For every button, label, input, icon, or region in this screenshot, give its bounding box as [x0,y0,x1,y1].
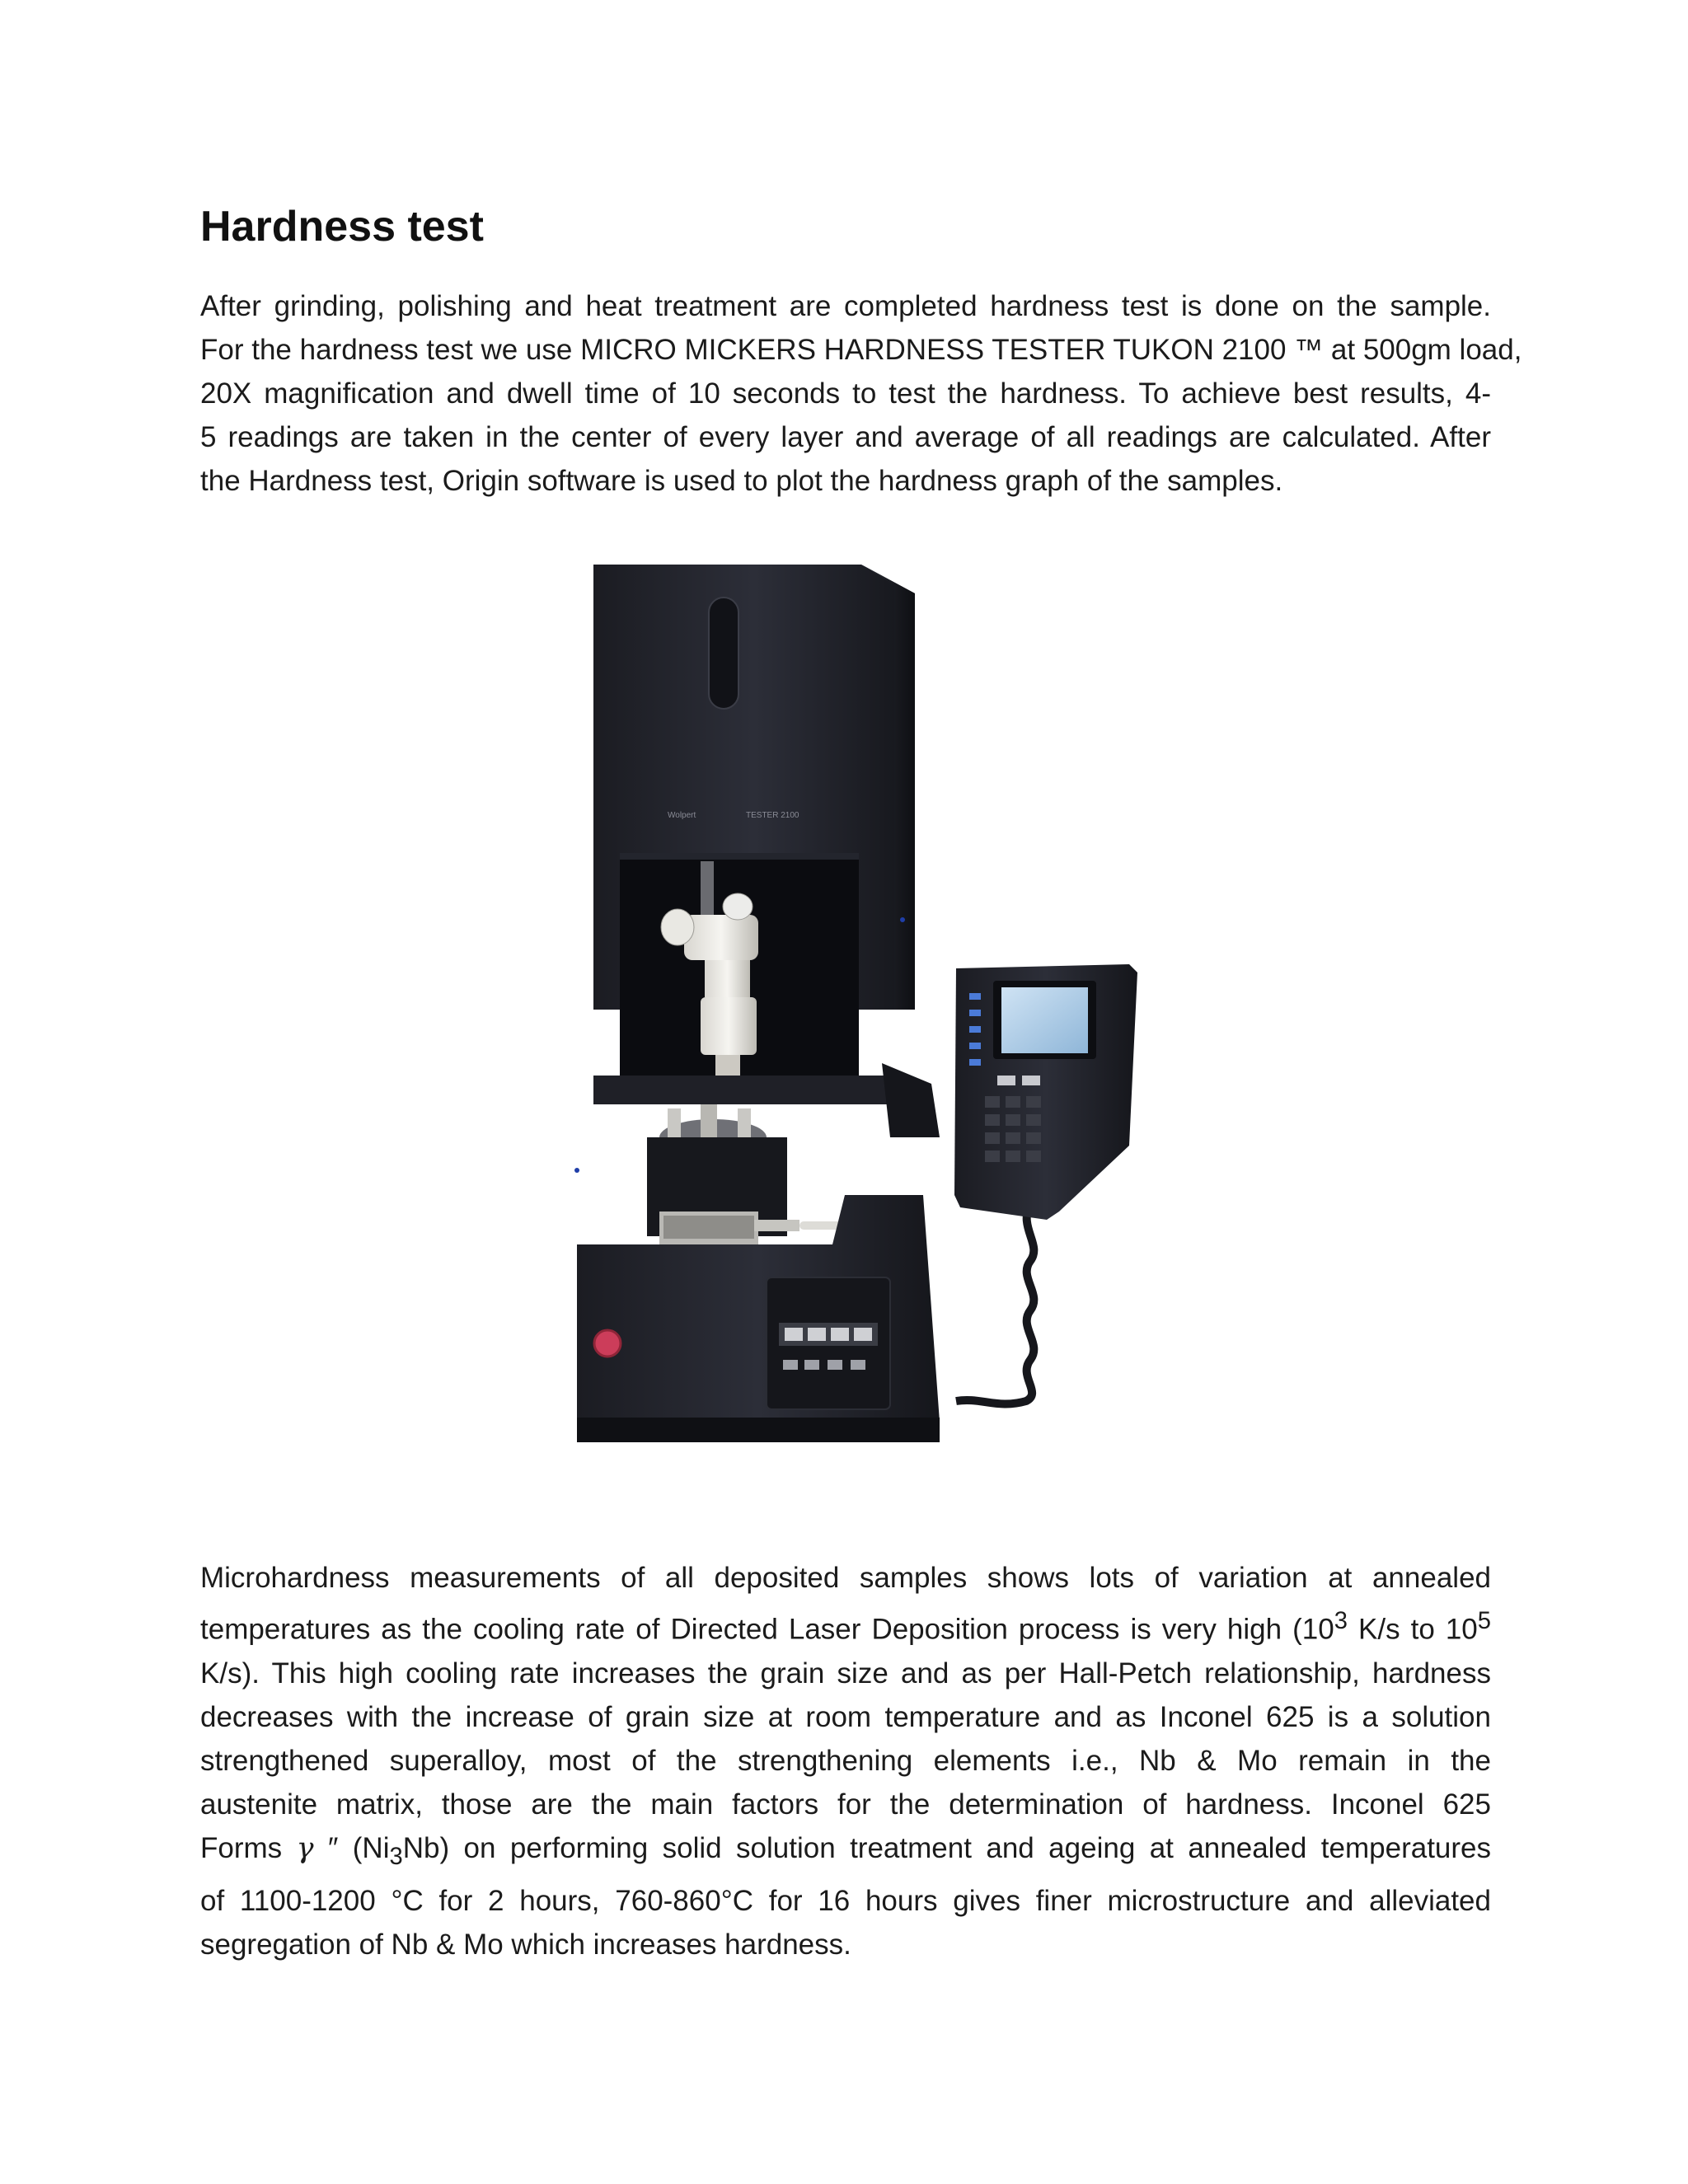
text-segment: temperatures as the cooling rate of Directed Laser Deposition process is very high (10 [200,1613,1334,1646]
text-segment: Forms [200,1831,297,1864]
paragraph-line: decreases with the increase of grain size at room temperature and as Inconel 625 is a solution [200,1700,1491,1733]
paragraph-line: After grinding, polishing and heat treatment are completed hardness test is done on the sample. [200,290,1491,322]
paragraph-line: K/s). This high cooling rate increases the grain size and as per Hall-Petch relationship, hardness [200,1657,1491,1690]
hardness-tester-machine-icon [569,560,1146,1451]
microhardness-paragraph [200,1556,1491,1966]
model-label: TESTER 2100 [746,811,799,820]
section-heading: Hardness test [200,203,484,251]
brand-label: Wolpert [668,811,696,820]
paragraph-line: of 1100-1200 °C for 2 hours, 760-860°C for 16 hours gives finer microstructure and alleviated [200,1884,1491,1917]
gamma-symbol: γ [296,1831,314,1865]
paragraph-line: Microhardness measurements of all deposited samples shows lots of variation at annealed [200,1562,1491,1594]
paragraph-line: strengthened superalloy, most of the strengthening elements i.e., Nb & Mo remain in the [200,1744,1491,1777]
intro-paragraph [200,284,1522,503]
superscript: 3 [1334,1608,1348,1634]
paragraph-line: segregation of Nb & Mo which increases hardness. [200,1928,851,1961]
text-segment: Nb) on performing solid solution treatment and ageing at annealed temperatures [402,1831,1491,1864]
paragraph-line [200,1600,1491,1652]
subscript: 3 [389,1843,403,1870]
paragraph-line: 5 readings are taken in the center of every layer and average of all readings are calculated. After [200,421,1491,453]
paragraph-line: 20X magnification and dwell time of 10 seconds to test the hardness. To achieve best results, 4- [200,377,1491,410]
hardness-tester-figure [569,560,1146,1451]
superscript: 5 [1477,1608,1491,1634]
paragraph-line: austenite matrix, those are the main factors for the determination of hardness. Inconel 625 [200,1788,1491,1821]
paragraph-line [200,1826,1491,1879]
text-segment: ″ (Ni [313,1831,390,1864]
paragraph-line: For the hardness test we use MICRO MICKERS HARDNESS TESTER TUKON 2100 ™ at 500gm load, [200,334,1522,366]
text-segment: K/s to 10 [1347,1613,1478,1646]
paragraph-line: the Hardness test, Origin software is used to plot the hardness graph of the samples. [200,465,1283,497]
